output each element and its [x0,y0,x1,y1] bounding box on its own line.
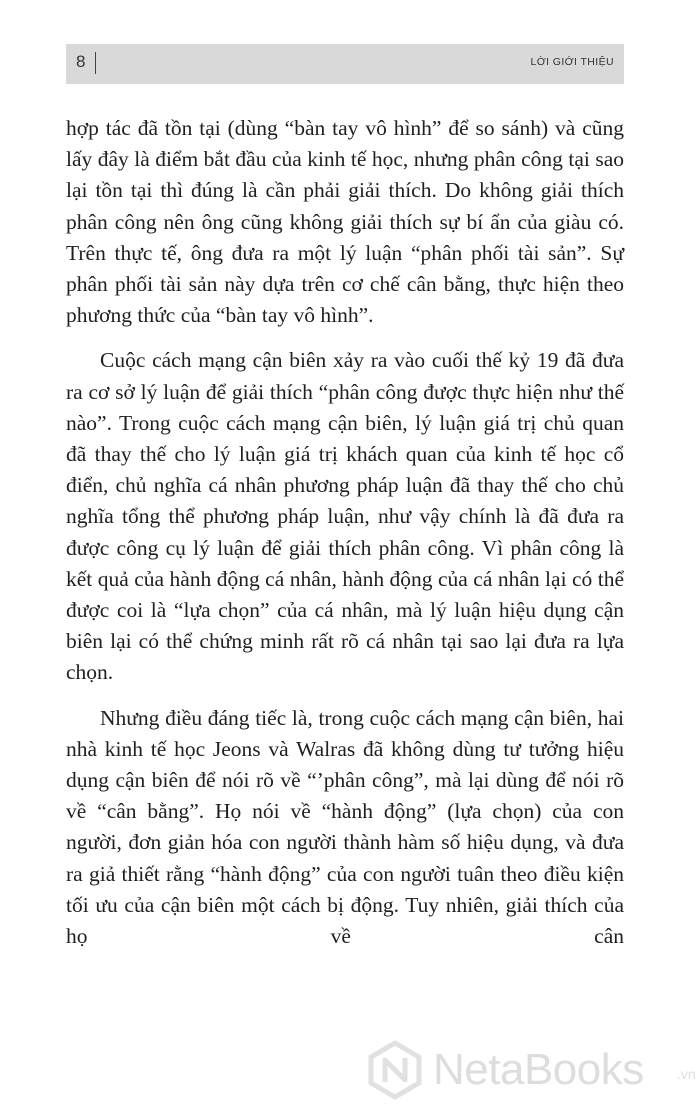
header-divider [95,52,96,74]
paragraph-3: Nhưng điều đáng tiếc là, trong cuộc cách mạng cận biên, hai nhà kinh tế học Jeons và Walras đã không dùng tư tưởng hiệu dụng cận biên để nói rõ về “’phân công”, mà lại dùng để nói rõ về “cân bằng”. Họ nói về “hành động” (lựa chọn) của con người, đơn giản hóa con người thành hàm số hiệu dụng, và đưa ra giả thiết rằng “hành động” của con người tuân theo điều kiện tối ưu của cận biên một cách bị động. Tuy nhiên, giải thích của họ về cân [66,705,624,949]
chapter-title: LỜI GIỚI THIỆU [530,56,614,68]
page-number: 8 [76,52,86,71]
watermark-brand: NetaBooks [433,1045,644,1094]
paragraph-2: Cuộc cách mạng cận biên xảy ra vào cuối thế kỷ 19 đã đưa ra cơ sở lý luận để giải thích “phân công được thực hiện như thế nào”. Trong cuộc cách mạng cận biên, lý luận giá trị chủ quan đã thay thế cho lý luận giá trị khách quan của kinh tế học cổ điển, chủ nghĩa cá nhân phương pháp luận đã thay thế cho chủ nghĩa tổng thể phương pháp luận, như vậy chính là đã đưa ra được công cụ lý luận để giải thích phân công. Vì phân công là kết quả của hành động cá nhân, hành động của cá nhân lại có thể được coi là “lựa chọn” của cá nhân, mà lý luận hiệu dụng cận biên lại có thể chứng minh rất rõ cá nhân tại sao lại đưa ra lựa chọn. [66,348,624,685]
paragraph-1: hợp tác đã tồn tại (dùng “bàn tay vô hình” để so sánh) và cũng lấy đây là điểm bắt đầu của kinh tế học, nhưng phân công tại sao lại tồn tại thì đúng là cần phải giải thích. Do không giải thích phân công nên ông cũng không giải thích sự bí ẩn của giàu có. Trên thực tế, ông đưa ra một lý luận “phân phối tài sản”. Sự phân phối tài sản này dựa trên cơ chế cân bằng, thực hiện theo phương thức của “bàn tay vô hình”. [66,116,624,328]
neta-logo-icon [365,1040,425,1100]
body-text [66,113,624,966]
running-header [66,44,624,84]
watermark [365,1040,695,1100]
watermark-suffix: .vn [677,1066,696,1082]
